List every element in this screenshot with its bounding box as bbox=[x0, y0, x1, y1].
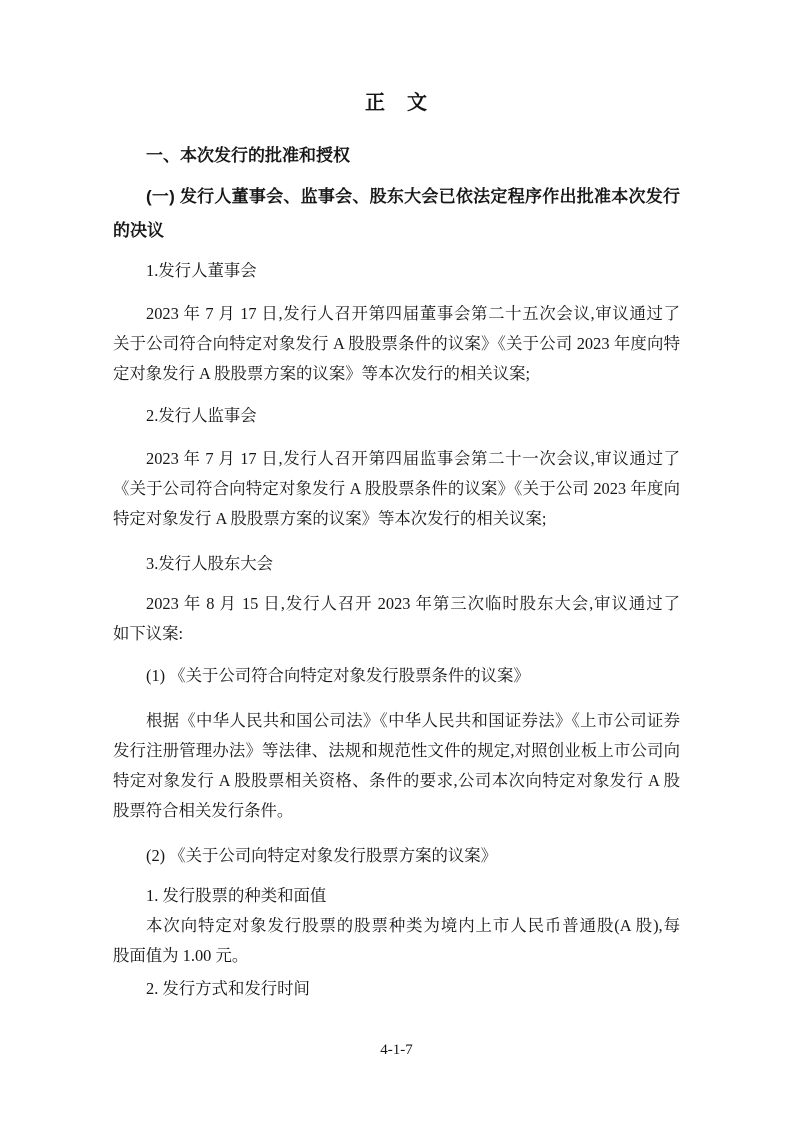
paragraph-line: 特定对象发行 A 股股票方案的议案》等本次发行的相关议案; bbox=[113, 509, 547, 528]
paragraph-board-meeting bbox=[113, 299, 680, 389]
paragraph-line: 股面值为 1.00 元。 bbox=[113, 946, 249, 965]
paragraph-line: 关于公司符合向特定对象发行 A 股股票条件的议案》《关于公司 2023 年度向特 bbox=[113, 334, 680, 353]
numbered-subheading-share-type: 1. 发行股票的种类和面值 bbox=[146, 886, 327, 905]
subsection-heading-line: (一) 发行人董事会、监事会、股东大会已依法定程序作出批准本次发行 bbox=[146, 187, 680, 206]
paragraph-supervisors-meeting bbox=[113, 444, 680, 534]
paragraph-line: 股票符合相关发行条件。 bbox=[113, 801, 294, 820]
paragraph-line: 发行注册管理办法》等法律、法规和规范性文件的规定,对照创业板上市公司向 bbox=[113, 741, 680, 760]
paragraph-legal-basis bbox=[113, 706, 680, 826]
numbered-subheading-issue-method: 2. 发行方式和发行时间 bbox=[146, 979, 310, 998]
list-item-proposal-1: (1) 《关于公司符合向特定对象发行股票条件的议案》 bbox=[146, 666, 530, 685]
paragraph-line: 《关于公司符合向特定对象发行 A 股股票条件的议案》《关于公司 2023 年度向 bbox=[113, 479, 680, 498]
section-heading-1: 一、本次发行的批准和授权 bbox=[146, 146, 350, 165]
paragraph-shareholders-meeting bbox=[113, 589, 680, 649]
paragraph-line: 特定对象发行 A 股股票相关资格、条件的要求,公司本次向特定对象发行 A 股 bbox=[113, 771, 680, 790]
page-number: 4-1-7 bbox=[380, 1042, 413, 1058]
numbered-subheading-board: 1.发行人董事会 bbox=[146, 261, 257, 280]
paragraph-line: 如下议案: bbox=[113, 624, 184, 643]
paragraph-line: 2023 年 7 月 17 日,发行人召开第四届董事会第二十五次会议,审议通过了 bbox=[146, 304, 680, 323]
numbered-subheading-supervisors: 2.发行人监事会 bbox=[146, 406, 257, 425]
numbered-subheading-shareholders: 3.发行人股东大会 bbox=[146, 554, 274, 573]
paragraph-line: 定对象发行 A 股股票方案的议案》等本次发行的相关议案; bbox=[113, 364, 531, 383]
paragraph-share-type bbox=[113, 911, 680, 971]
subsection-heading bbox=[113, 180, 680, 248]
paragraph-line: 2023 年 7 月 17 日,发行人召开第四届监事会第二十一次会议,审议通过了 bbox=[146, 449, 680, 468]
paragraph-line: 本次向特定对象发行股票的股票种类为境内上市人民币普通股(A 股),每 bbox=[146, 916, 680, 935]
list-item-proposal-2: (2) 《关于公司向特定对象发行股票方案的议案》 bbox=[146, 846, 498, 865]
subsection-heading-line: 的决议 bbox=[113, 221, 164, 240]
paragraph-line: 根据《中华人民共和国公司法》《中华人民共和国证券法》《上市公司证券 bbox=[146, 711, 680, 730]
document-title: 正 文 bbox=[365, 92, 428, 114]
paragraph-line: 2023 年 8 月 15 日,发行人召开 2023 年第三次临时股东大会,审议通过了 bbox=[146, 594, 680, 613]
